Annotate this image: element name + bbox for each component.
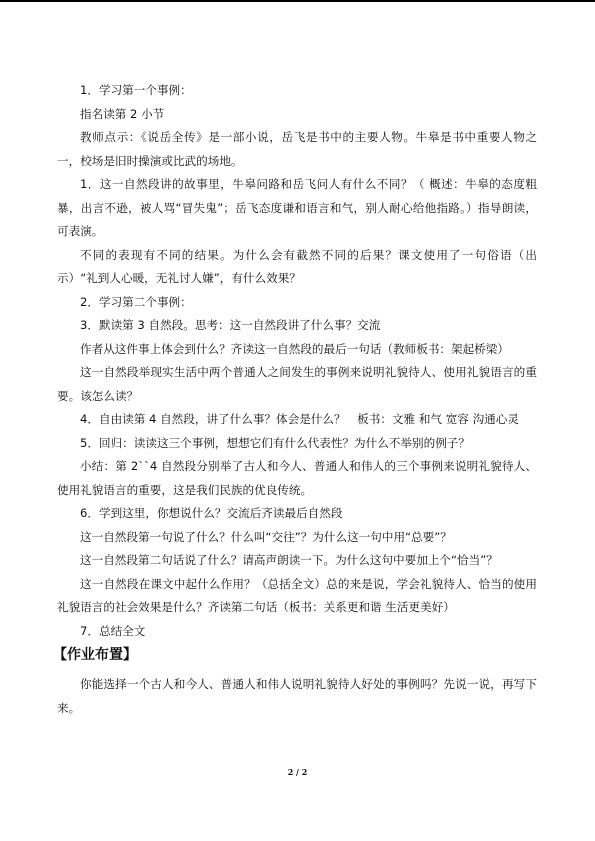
paragraph-step-6: 6．学到这里，你想说什么？交流后齐读最后自然段: [80, 506, 343, 520]
paragraph-step-5: 5．回归：读读这三个事例，想想它们有什么代表性？为什么不举别的例子？: [80, 435, 470, 450]
homework-text: 你能选择一个古人和今人、普通人和伟人说明礼貌待人好处的事例吗？先说一说，再写下来。: [57, 677, 537, 715]
paragraph-first-sentence: 这一自然段第一句说了什么？什么叫“交往”？为什么这一句中用“总要”？: [80, 529, 452, 544]
paragraph-step-1: 1．学习第一个事例：: [80, 83, 192, 97]
paragraph-author-insight: 作者从这件事上体会到什么？齐读这一自然段的最后一句话（教师板书：架起桥梁）: [80, 341, 509, 356]
paragraph-second-sentence: 这一自然段第二句话说了什么？请高声朗读一下。为什么这句中要加上个“恰当”？: [80, 553, 498, 567]
paragraph-step-4: 4．自由读第 4 自然段，讲了什么事？体会是什么？ 板书：文雅 和气 宽容 沟通心灵: [80, 412, 519, 426]
homework-heading: 【作业布置】: [53, 647, 137, 663]
paragraph-real-life-example: 这一自然段举现实生活中两个普通人之间发生的事例来说明礼貌待人、使用礼貌语言的重要。该怎么读？: [57, 365, 537, 403]
paragraph-step-2: 2．学习第二个事例：: [80, 294, 192, 309]
paragraph-summary: 小结：第 2``4 自然段分别举了古人和今人、普通人和伟人的三个事例来说明礼貌待人、使用礼貌语言的重要，这是我们民族的优良传统。: [57, 459, 537, 497]
paragraph-teacher-note: 教师点示：《说岳全传》是一部小说，岳飞是书中的主要人物。牛皋是书中重要人物之一，校场是旧时操演或比武的场地。: [57, 130, 537, 168]
paragraph-story-difference: 1．这一自然段讲的故事里，牛皋问路和岳飞问人有什么不同？（ 概述：牛皋的态度粗暴，出言不逊，被人骂“冒失鬼”；岳飞态度谦和语言和气，别人耐心给他指路。）指导朗读，可表演。: [57, 177, 537, 238]
top-border-line: [0, 0, 595, 2]
paragraph-proverb: 不同的表现有不同的结果。为什么会有截然不同的后果？课文使用了一句俗语（出示）“礼到人心暖，无礼讨人嫌”，有什么效果？: [57, 247, 537, 285]
paragraph-read-section-2: 指名读第 2 小节: [80, 106, 165, 121]
page-number: 2 / 2: [287, 767, 308, 777]
paragraph-step-3: 3．默读第 3 自然段。思考：这一自然段讲了什么事？交流: [80, 318, 381, 332]
document-body: [53, 79, 537, 720]
paragraph-step-7: 7．总结全文: [80, 623, 146, 638]
paragraph-role-in-text: 这一自然段在课文中起什么作用？（总括全文）总的来是说，学会礼貌待人、恰当的使用礼貌语言的社会效果是什么？齐读第二句话（板书：关系更和谐 生活更美好）: [57, 576, 537, 614]
